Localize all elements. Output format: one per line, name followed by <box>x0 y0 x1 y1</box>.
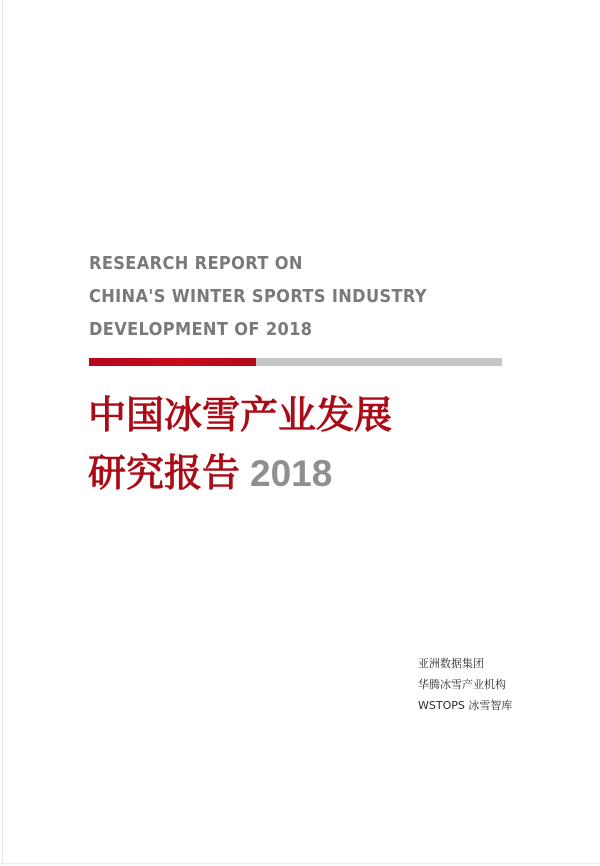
organization-item: 亚洲数据集团 <box>418 657 484 670</box>
english-title-line-3: DEVELOPMENT OF 2018 <box>89 319 313 340</box>
english-title-line-1: RESEARCH REPORT ON <box>89 253 303 274</box>
organization-item: WSTOPS 冰雪智库 <box>418 699 513 712</box>
english-title <box>89 247 427 346</box>
english-title-line-2: CHINA'S WINTER SPORTS INDUSTRY <box>89 286 427 307</box>
chinese-title-line-1: 中国冰雪产业发展 <box>88 393 393 437</box>
title-year: 2018 <box>250 453 333 494</box>
organization-list <box>418 653 512 716</box>
page-bottom-edge <box>0 863 600 864</box>
page-left-edge <box>2 0 3 866</box>
organization-item: 华腾冰雪产业机构 <box>418 678 506 691</box>
divider-grey-segment <box>256 358 502 366</box>
divider-red-segment <box>89 358 256 366</box>
chinese-title <box>88 386 392 503</box>
chinese-title-report: 研究报告 <box>88 451 241 495</box>
chinese-title-line-2 <box>88 444 392 503</box>
title-divider-bar <box>89 358 502 366</box>
